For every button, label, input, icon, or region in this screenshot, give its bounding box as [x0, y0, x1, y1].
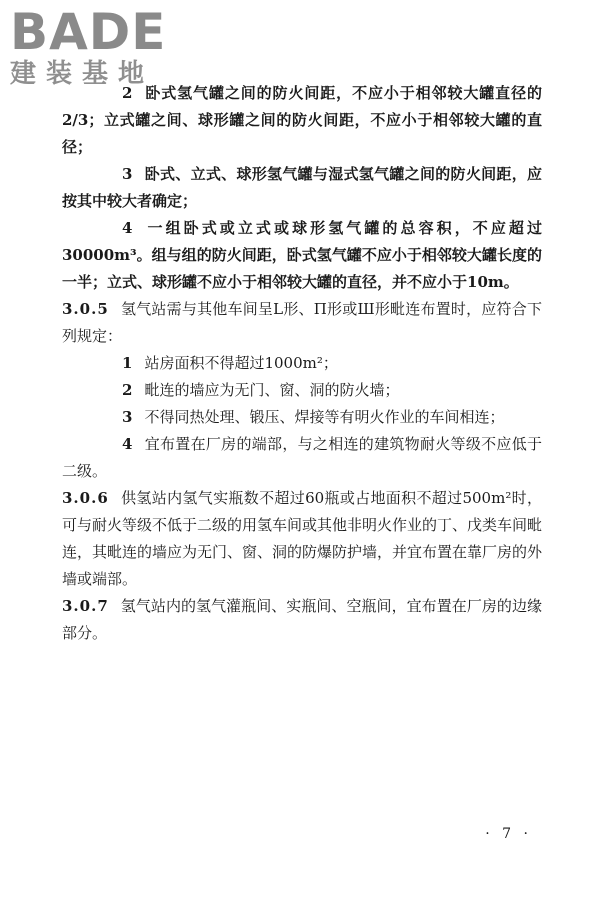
item-text: 站房面积不得超过1000m²；	[144, 354, 338, 372]
watermark-latin-text: BADE	[10, 3, 167, 61]
item-number: 3	[122, 165, 133, 183]
clause-3-0-5-item-3	[62, 404, 542, 431]
clause-number: 3.0.5	[62, 300, 109, 318]
item-number: 1	[122, 354, 133, 372]
watermark-chinese-text: 建装基地	[10, 59, 155, 89]
clause-3-0-5	[62, 296, 542, 350]
item-number: 4	[122, 435, 133, 453]
item-text: 卧式、立式、球形氢气罐与湿式氢气罐之间的防火间距，应按其中较大者确定；	[62, 165, 542, 210]
clause-3-0-5-item-1	[62, 350, 542, 377]
item-text: 不得同热处理、锻压、焊接等有明火作业的车间相连；	[144, 408, 505, 426]
item-text: 卧式氢气罐之间的防火间距，不应小于相邻较大罐直径的2/3；立式罐之间、球形罐之间的防火间距，不应小于相邻较大罐的直径；	[62, 84, 542, 156]
clause-3-0-7	[62, 593, 542, 647]
paragraph-item-4	[62, 215, 542, 296]
item-text: 毗连的墙应为无门、窗、洞的防火墙；	[144, 381, 400, 399]
watermark-logo	[8, 4, 178, 94]
clause-3-0-5-item-2	[62, 377, 542, 404]
item-number: 4	[122, 219, 133, 237]
page-number: · 7 ·	[485, 826, 532, 842]
clause-number: 3.0.7	[62, 597, 109, 615]
clause-3-0-6	[62, 485, 542, 593]
clause-number: 3.0.6	[62, 489, 109, 507]
clause-3-0-5-item-4	[62, 431, 542, 485]
clause-text: 氢气站需与其他车间呈L形、Π形或Ш形毗连布置时，应符合下列规定：	[62, 300, 542, 345]
document-body	[62, 80, 542, 647]
paragraph-item-3	[62, 161, 542, 215]
item-number: 2	[122, 84, 133, 102]
clause-text: 氢气站内的氢气灌瓶间、实瓶间、空瓶间，宜布置在厂房的边缘部分。	[62, 597, 542, 642]
item-text: 一组卧式或立式或球形氢气罐的总容积，不应超过30000m³。组与组的防火间距，卧式氢气罐不应小于相邻较大罐长度的一半；立式、球形罐不应小于相邻较大罐的直径，并不应小于10m。	[62, 219, 542, 291]
item-number: 3	[122, 408, 133, 426]
clause-text: 供氢站内氢气实瓶数不超过60瓶或占地面积不超过500m²时，可与耐火等级不低于二级的用氢车间或其他非明火作业的丁、戊类车间毗连，其毗连的墙应为无门、窗、洞的防爆防护墙，并宜布置在靠厂房的外墙或端部。	[62, 489, 543, 588]
item-number: 2	[122, 381, 133, 399]
item-text: 宜布置在厂房的端部，与之相连的建筑物耐火等级不应低于二级。	[62, 435, 542, 480]
